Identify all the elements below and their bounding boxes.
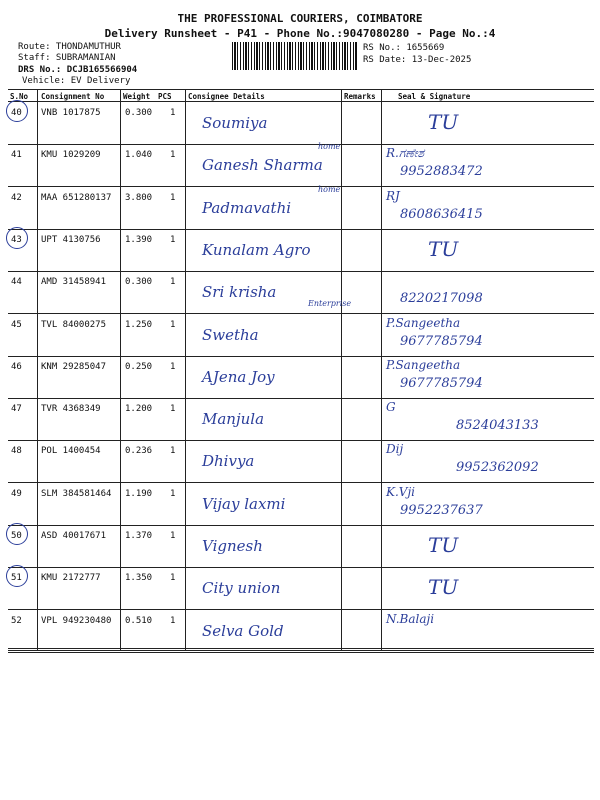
row-pcs: 1 <box>170 446 176 457</box>
row-weight: 0.236 <box>125 446 153 457</box>
row-weight: 1.190 <box>125 488 153 499</box>
handwritten-consignee: Kunalam Agro <box>202 240 311 259</box>
row-weight: 0.510 <box>125 615 153 626</box>
footer-rule <box>8 648 594 649</box>
row-sno: 47 <box>11 404 22 415</box>
handwritten-signature: TU <box>428 110 459 134</box>
rs-date: RS Date: 13-Dec-2025 <box>363 55 472 65</box>
row-consignment: KMU 2172777 <box>41 573 101 584</box>
handwritten-consignee: Ganesh Sharma <box>202 156 323 175</box>
rs-number: RS No.: 1655669 <box>363 43 445 53</box>
handwritten-consignee: Padmavathi <box>202 198 292 217</box>
handwritten-phone: 8524043133 <box>456 418 539 434</box>
runsheet-subtitle: Delivery Runsheet - P41 - Phone No.:9047080280 - Page No.:4 <box>104 27 496 40</box>
barcode <box>232 42 357 70</box>
row-consignment: VPL 949230480 <box>41 615 112 626</box>
row-pcs: 1 <box>170 361 176 372</box>
row-consignment: MAA 651280137 <box>41 192 112 203</box>
table-row <box>8 567 594 610</box>
row-weight: 0.300 <box>125 277 153 288</box>
handwritten-consignee: City union <box>202 579 281 598</box>
handwritten-signature: N.Balaji <box>386 611 435 626</box>
row-pcs: 1 <box>170 404 176 415</box>
table-row <box>8 398 594 441</box>
row-sno: 49 <box>11 488 22 499</box>
row-weight: 3.800 <box>125 192 153 203</box>
handwritten-note: home <box>318 142 341 152</box>
row-pcs: 1 <box>170 615 176 626</box>
row-consignment: AMD 31458941 <box>41 277 107 288</box>
row-sno: 50 <box>11 531 22 541</box>
table-row <box>8 271 594 314</box>
handwritten-signature: P.Sangeetha <box>386 315 461 330</box>
handwritten-signature: Dij <box>386 442 404 457</box>
row-pcs: 1 <box>170 192 176 203</box>
handwritten-consignee: Selva Gold <box>202 621 284 640</box>
row-circle-mark <box>6 100 28 122</box>
handwritten-signature: G <box>386 400 396 415</box>
row-pcs: 1 <box>170 319 176 330</box>
handwritten-consignee: Dhivya <box>202 452 255 471</box>
runsheet-table <box>8 89 594 651</box>
handwritten-consignee: AJena Joy <box>202 367 275 386</box>
staff-text: Staff: SUBRAMANIAN <box>18 53 116 63</box>
row-weight: 1.250 <box>125 319 153 330</box>
col-consignment: Consignment No <box>41 92 105 101</box>
handwritten-signature: TU <box>428 533 459 557</box>
table-row <box>8 356 594 399</box>
handwritten-signature: RJ <box>386 188 400 203</box>
handwritten-phone: 9952883472 <box>400 164 483 180</box>
row-consignment: ASD 40017671 <box>41 531 107 541</box>
table-row <box>8 144 594 187</box>
row-pcs: 1 <box>170 234 176 245</box>
col-consignee: Consignee Details <box>188 92 265 101</box>
table-header <box>8 90 594 102</box>
handwritten-consignee: Sri krisha <box>202 283 277 302</box>
table-row <box>8 229 594 272</box>
row-pcs: 1 <box>170 150 176 161</box>
row-circle-mark <box>6 565 28 587</box>
col-weight: Weight <box>123 92 151 101</box>
table-row <box>8 314 594 357</box>
row-pcs: 1 <box>170 277 176 288</box>
row-consignment: TVL 84000275 <box>41 319 107 330</box>
row-circle-mark <box>6 523 28 545</box>
handwritten-signature: TU <box>428 575 459 600</box>
company-title: THE PROFESSIONAL COURIERS, COIMBATORE <box>177 12 423 25</box>
row-sno: 48 <box>11 446 22 457</box>
row-weight: 1.040 <box>125 150 153 161</box>
row-pcs: 1 <box>170 108 176 118</box>
handwritten-phone: 9952237637 <box>400 502 483 518</box>
table-row <box>8 440 594 483</box>
row-consignment: UPT 4130756 <box>41 234 101 245</box>
table-row <box>8 525 594 568</box>
row-weight: 0.250 <box>125 361 153 372</box>
handwritten-consignee: Soumiya <box>202 114 268 132</box>
handwritten-phone: 9952362092 <box>456 460 539 476</box>
row-weight: 1.390 <box>125 234 153 245</box>
table-row <box>8 610 594 653</box>
handwritten-signature: R.ಗಣೇಶ <box>386 146 425 161</box>
col-sno: S.No <box>10 92 29 101</box>
handwritten-signature: P.Sangeetha <box>386 357 461 372</box>
drs-text: DRS No.: DCJB165566904 <box>18 65 138 75</box>
table-row <box>8 184 594 230</box>
row-circle-mark <box>6 227 28 249</box>
row-weight: 1.350 <box>125 573 153 584</box>
col-seal: Seal & Signature <box>398 92 471 101</box>
row-pcs: 1 <box>170 531 176 541</box>
row-sno: 42 <box>11 192 22 203</box>
handwritten-consignee: Manjula <box>202 410 265 429</box>
vehicle-text: Vehicle: EV Delivery <box>22 76 131 86</box>
handwritten-phone: 8608636415 <box>400 206 483 222</box>
table-row <box>8 102 594 145</box>
row-sno: 46 <box>11 361 22 372</box>
row-consignment: SLM 384581464 <box>41 488 112 499</box>
row-consignment: KMU 1029209 <box>41 150 101 161</box>
row-sno: 52 <box>11 615 22 626</box>
handwritten-phone: 8220217098 <box>400 291 483 307</box>
row-consignment: TVR 4368349 <box>41 404 101 415</box>
handwritten-consignee: Swetha <box>202 325 259 344</box>
handwritten-signature: TU <box>428 236 459 261</box>
row-sno: 43 <box>11 234 22 245</box>
handwritten-consignee: Vijay laxmi <box>202 494 286 513</box>
row-consignment: KNM 29285047 <box>41 361 107 372</box>
row-pcs: 1 <box>170 488 176 499</box>
row-weight: 1.200 <box>125 404 153 415</box>
row-sno: 45 <box>11 319 22 330</box>
handwritten-note: home <box>318 184 341 194</box>
handwritten-phone: 9677785794 <box>400 333 483 349</box>
row-sno: 41 <box>11 150 22 161</box>
row-sno: 44 <box>11 277 22 288</box>
handwritten-phone: 9677785794 <box>400 375 483 391</box>
row-sno: 40 <box>11 108 22 118</box>
route-text: Route: THONDAMUTHUR <box>18 42 121 52</box>
row-consignment: POL 1400454 <box>41 446 101 457</box>
handwritten-consignee: Vignesh <box>202 537 263 555</box>
handwritten-signature: K.Vji <box>386 484 416 499</box>
table-row <box>8 483 594 526</box>
row-weight: 1.370 <box>125 531 153 541</box>
row-consignment: VNB 1017875 <box>41 108 101 118</box>
row-weight: 0.300 <box>125 108 153 118</box>
handwritten-note: Enterprise <box>308 299 352 309</box>
col-pcs: PCS <box>158 92 172 101</box>
row-sno: 51 <box>11 573 22 584</box>
row-pcs: 1 <box>170 573 176 584</box>
col-remarks: Remarks <box>344 92 376 101</box>
